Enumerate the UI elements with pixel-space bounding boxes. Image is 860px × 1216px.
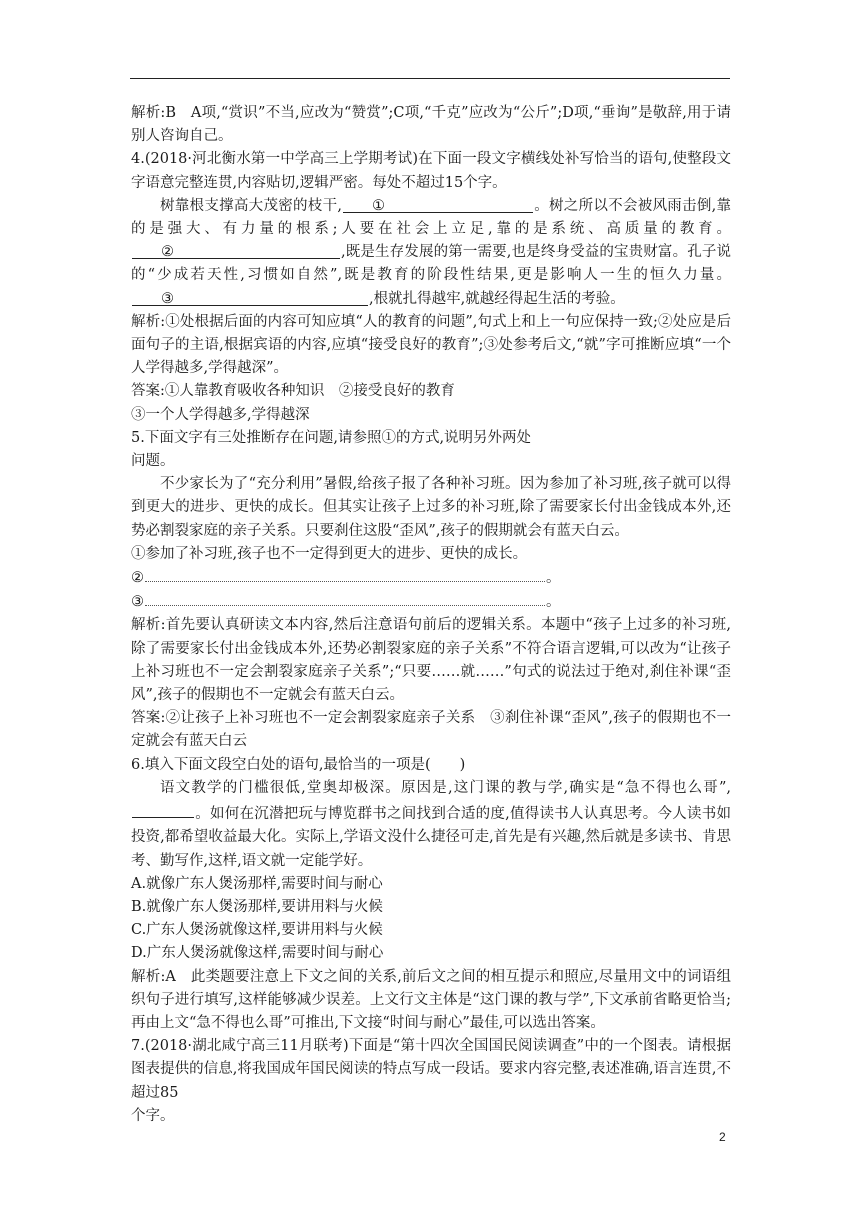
- q4-answer-line-1: 答案:①人靠教育吸收各种知识 ②接受良好的教育: [131, 383, 455, 400]
- q4-stem: 4.(2018·河北衡水第一中学高三上学期考试)在下面一段文字横线处补写恰当的语句,使整段文字语意完整连贯,内容贴切,逻辑严密。每处不超过15个字。: [131, 151, 731, 191]
- q5-answer: 答案:②让孩子上补习班也不一定会割裂家庭亲子关系 ③刹住补课“歪风”,孩子的假期也不一定就会有蓝天白云: [131, 710, 731, 750]
- q4-passage-d: ,根就扎得越牢,就越经得起生活的考验。: [369, 290, 625, 307]
- q6-option-c: C.广东人煲汤就像这样,要讲用料与火候: [131, 922, 383, 939]
- q4-blank-3-mark: ③: [161, 290, 174, 307]
- q7-stem-line-2: 个字。: [131, 1107, 175, 1124]
- q5-mark-3: ③: [131, 594, 144, 611]
- q5-dotted-blank-2[interactable]: [145, 566, 545, 582]
- q4-blank-3[interactable]: [132, 288, 368, 306]
- q5-stem-line-2: 问题。: [131, 453, 175, 470]
- q4-analysis: 解析:①处根据后面的内容可知应填“人的教育的问题”,句式上和上一句应保持一致;②处应是后面句子的主语,根据宾语的内容,应填“接受良好的教育”;③处参考后文,“就”字可推断应填“一个人学得越多,学得越深”。: [131, 313, 731, 377]
- q4-blank-1-mark: ①: [371, 197, 385, 214]
- q6-option-a: A.就像广东人煲汤那样,需要时间与耐心: [131, 875, 383, 892]
- q5-answer-line-3: [131, 590, 731, 614]
- q6-option-d: D.广东人煲汤就像这样,需要时间与耐心: [131, 945, 384, 962]
- q4-passage: [131, 195, 731, 311]
- q6-analysis: 解析:A 此类题要注意上下文之间的关系,前后文之间的相互提示和照应,尽量用文中的词语组织句子进行填写,这样能够减少误差。上文行文主体是“这门课的教与学”,下文承前省略更恰当;再由上文“急不得也么哥”可推出,下文接“时间与耐心”最佳,可以选出答案。: [131, 968, 731, 1031]
- q5-mark-2: ②: [131, 570, 144, 587]
- page-content: [131, 102, 731, 1128]
- q4-passage-b: 。树之所以不会被风雨击倒,靠的是强大、有力量的根系;人要在社会上立足,靠的是系统、高质量的教育。: [131, 197, 731, 238]
- q6-option-b: B.就像广东人煲汤那样,要讲用料与火候: [131, 898, 383, 915]
- q4-passage-c: ,既是生存发展的第一需要,也是终身受益的宝贵财富。孔子说的“少成若天性,习惯如自然”,既是教育的阶段性结果,更是影响人一生的恒久力量。: [131, 244, 731, 284]
- q3-analysis: 解析:B A项,“赏识”不当,应改为“赞赏”;C项,“千克”应改为“公斤”;D项,“垂询”是敬辞,用于请别人咨询自己。: [131, 105, 731, 145]
- q6-blank[interactable]: [132, 800, 194, 818]
- q4-answer-line-2: ③一个人学得越多,学得越深: [131, 406, 310, 423]
- header-rule: [130, 78, 730, 79]
- q5-period-2: 。: [546, 570, 561, 587]
- q6-passage-a: 语文教学的门槛很低,堂奥却极深。原因是,这门课的教与学,确实是“急不得也么哥”,: [160, 779, 731, 796]
- q4-blank-2-mark: ②: [161, 244, 174, 261]
- q6-passage-b: 。如何在沉潜把玩与博览群书之间找到合适的度,值得读书人认真思考。今人读书如投资,都希望收益最大化。实际上,学语文没什么捷径可走,首先是有兴趣,然后就是多读书、肯思考、勤写作,这样,语文就一定能学好。: [131, 806, 731, 869]
- q5-passage: 不少家长为了“充分利用”暑假,给孩子报了各种补习班。因为参加了补习班,孩子就可以得到更大的进步、更快的成长。但其实让孩子上过多的补习班,除了需要家长付出金钱成本外,还势必割裂家庭的亲子关系。只要刹住这股“歪风”,孩子的假期就会有蓝天白云。: [131, 476, 731, 539]
- q5-analysis: 解析:首先要认真研读文本内容,然后注意语句前后的逻辑关系。本题中“孩子上过多的补习班,除了需要家长付出金钱成本外,还势必割裂家庭的亲子关系”不符合语言逻辑,可以改为“让孩子上补习班也不一定会割裂家庭亲子关系”;“只要……就……”句式的说法过于绝对,刹住补课“歪风”,孩子的假期也不一定就会有蓝天白云。: [131, 617, 731, 704]
- q5-example: ①参加了补习班,孩子也不一定得到更大的进步、更快的成长。: [131, 545, 528, 562]
- q4-passage-a: 树靠根支撑高大茂密的枝干,: [160, 197, 342, 214]
- q5-answer-line-2: [131, 566, 731, 590]
- q4-blank-2[interactable]: [132, 241, 340, 259]
- q5-period-3: 。: [546, 594, 561, 611]
- page-number: 2: [719, 1130, 726, 1144]
- q5-stem-line-1: 5.下面文字有三处推断存在问题,请参照①的方式,说明另外两处: [131, 429, 532, 446]
- q6-passage: [131, 777, 731, 873]
- q4-blank-1[interactable]: [343, 195, 533, 213]
- q7-stem-line-1: 7.(2018·湖北咸宁高三11月联考)下面是“第十四次全国国民阅读调查”中的一个图表。请根据图表提供的信息,将我国成年国民阅读的特点写成一段话。要求内容完整,表述准确,语言连贯,不超过85: [131, 1038, 731, 1101]
- q5-dotted-blank-3[interactable]: [145, 590, 545, 606]
- q6-stem: 6.填入下面文段空白处的语句,最恰当的一项是( ): [131, 756, 466, 773]
